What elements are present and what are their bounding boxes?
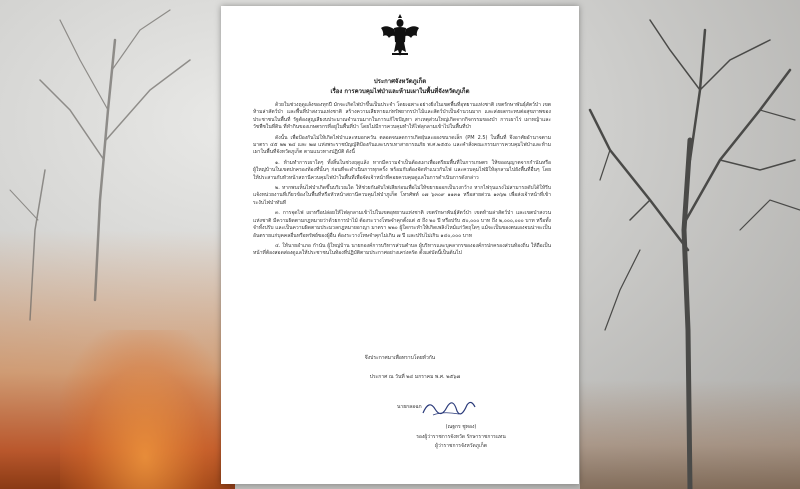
paragraph: ๓. การจุดไฟ เผาหรือปล่อยให้ไฟลุกลามเข้าไปในเขตอุทยานแห่งชาติ เขตรักษาพันธุ์สัตว์ป่า เขตห้ามล่าสัตว์ป่า และเขตป่าสงวนแห่งชาติ มีความผิดตามกฎหมายว่าด้วยการป่าไม้ ต้องระวางโทษจำคุกตั้งแต่ ๕ ถึง ๒๐ ปี หรือปรับ ๕๐,๐๐๐ บาท ถึง ๒,๐๐๐,๐๐๐ บาท หรือทั้งจำทั้งปรับ และเป็นความผิดตามประมวลกฎหมายอาญา มาตรา ๒๒๐ ผู้ใดกระทำให้เกิดเพลิงไหม้แก่วัตถุใดๆ แม้จะเป็นของตนเองจนน่าจะเป็นอันตรายแก่บุคคลอื่นหรือทรัพย์ของผู้อื่น ต้องระวางโทษจำคุกไม่เกิน ๗ ปี และปรับไม่เกิน ๑๔๐,๐๐๐ บาท [253, 210, 551, 239]
signer-name: (ณฐกร ชูทอง) [445, 424, 477, 430]
announcement-document [221, 6, 579, 484]
paragraph: ด้วยในช่วงฤดูแล้งของทุกปี มักจะเกิดไฟป่าขึ้นเป็นประจำ โดยเฉพาะอย่างยิ่งในเขตพื้นที่อุทยานแห่งชาติ เขตรักษาพันธุ์สัตว์ป่า เขตห้ามล่าสัตว์ป่า และพื้นที่ป่าสงวนแห่งชาติ สร้างความเสียหายแก่ทรัพยากรป่าไม้และสัตว์ป่าเป็นจำนวนมาก และส่งผลกระทบต่อสุขภาพของประชาชนในพื้นที่ รัฐต้องสูญเสียงบประมาณจำนวนมากในการแก้ไขปัญหา สาเหตุส่วนใหญ่เกิดจากกิจกรรมของป่า การเผาไร่ เผาหญ้าและวัชพืชในที่ดิน ที่ทำกินของเกษตรกรที่อยู่ในพื้นที่ป่า โดยไม่มีการควบคุมทำให้ไฟลุกลามเข้าไปในพื้นที่ป่า [253, 102, 551, 131]
garuda-emblem-icon [380, 14, 420, 58]
issuer-heading: ประกาศจังหวัดภูเก็ต [373, 78, 427, 85]
signer-position: รองผู้ว่าราชการจังหวัด รักษาราชการแทน [416, 434, 506, 440]
document-body [253, 102, 551, 261]
closing-line: จึงประกาศมาเพื่อทราบโดยทั่วกัน [364, 355, 436, 361]
paragraph: ๔. ให้นายอำเภอ กำนัน ผู้ใหญ่บ้าน นายกองค์การบริหารส่วนตำบล ผู้บริหารและบุคลากรขององค์กรปกครองส่วนท้องถิ่น ให้ถือเป็นหน้าที่ต้องสอดส่องดูแลให้ประชาชนในท้องที่ปฏิบัติตามประกาศอย่างเคร่งครัด ตั้งแต่บัดนี้เป็นต้นไป [253, 242, 551, 257]
signature-block [371, 391, 571, 476]
date-line: ประกาศ ณ วันที่ ๒๔ มกราคม พ.ศ. ๒๕๖๗ [369, 374, 461, 380]
subject-heading: เรื่อง การควบคุมไฟป่าและห้ามเผาในพื้นที่จังหวัดภูเก็ต [330, 88, 470, 95]
paragraph: ๑. ห้ามทำการเผาใดๆ ทั้งสิ้นในช่วงฤดูแล้ง หากมีความจำเป็นต้องเผาเพื่อเตรียมพื้นที่ในการเกษตร ให้ขออนุญาตจากกำนันหรือผู้ใหญ่บ้านในเขตปกครองท้องที่นั้นๆ ก่อนที่จะดำเนินการทุกครั้ง พร้อมกับต้องจัดทำแนวกันไฟ และควบคุมไฟมิให้ลุกลามไปยังพื้นที่อื่นๆ โดยให้ประสานกับหัวหน้าสถานีควบคุมไฟป่าในพื้นที่เพื่อจัดเจ้าหน้าที่คอยควบคุมดูแลในการดำเนินการดังกล่าว [253, 159, 551, 181]
paragraph: ๒. หากพบเห็นไฟป่าเกิดขึ้นบริเวณใด ให้ช่วยกันดับไฟเสียก่อนเพื่อไม่ให้ขยายออกเป็นวงกว้าง หากไฟรุนแรงไม่สามารถดับได้ให้รีบแจ้งหน่วยงานที่เกี่ยวข้องในพื้นที่หรือหัวหน้าสถานีควบคุมไฟป่าภูเก็ต โทรศัพท์ ๐๗ ๖๓๐๙ ๑๑๓๑ หรือสายด่วน ๑๓๖๒ เพื่อส่งเจ้าหน้าที่เข้าระงับไฟป่าทันที [253, 185, 551, 206]
signer-position: ผู้ว่าราชการจังหวัดภูเก็ต [435, 443, 487, 449]
paragraph: ดังนั้น เพื่อป้องกันไม่ให้เกิดไฟป่าและหมอกควัน ตลอดจนลดการเกิดฝุ่นละอองขนาดเล็ก (PM 2.5) ในพื้นที่ จึงอาศัยอำนาจตามมาตรา ๔๕ ๒๒ ๒๔ และ ๒๗ แห่งพระราชบัญญัติป้องกันและบรรเทาสาธารณภัย พ.ศ.๒๕๕๐ และคำสั่งคณะกรรมการควบคุมไฟป่าและห้ามเผาในพื้นที่จังหวัดภูเก็ต ตามแนวทางปฏิบัติ ดังนี้ [253, 134, 551, 156]
signature-prefix: นายกลอฉก [397, 404, 422, 410]
handwritten-signature-icon [419, 395, 479, 421]
